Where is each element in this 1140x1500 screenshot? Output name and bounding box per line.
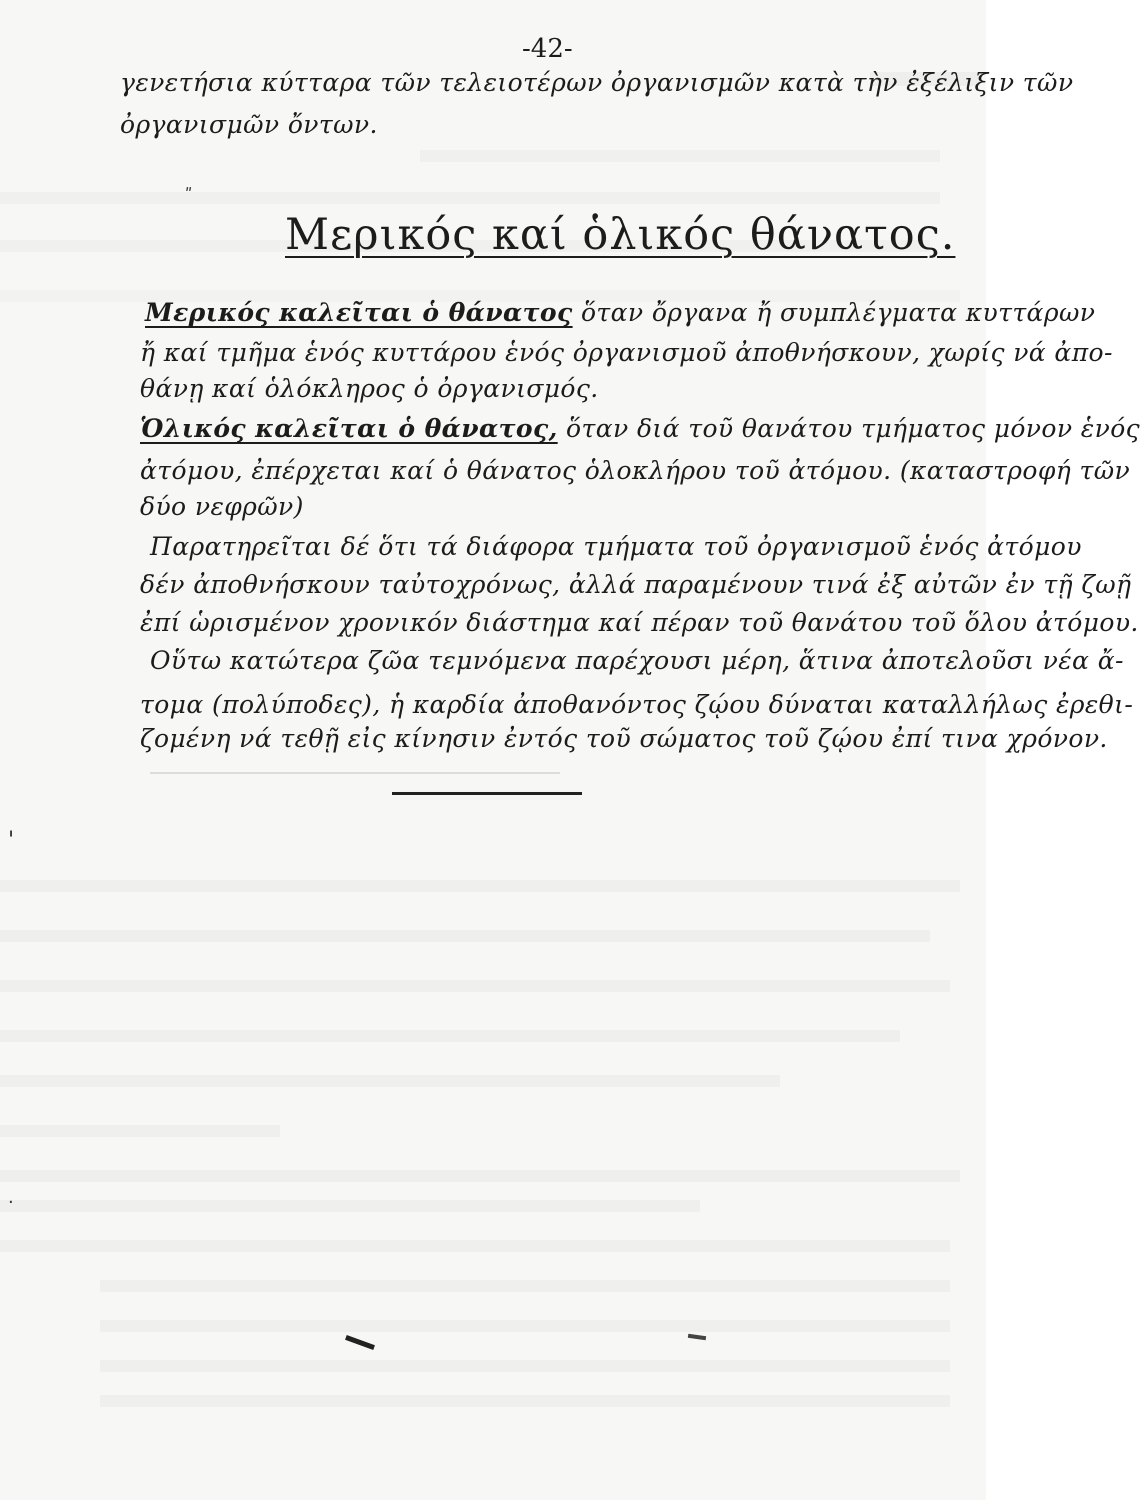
paragraph-1-line-3: θάνῃ καί ὁλόκληρος ὁ ὀργανισμός. (140, 374, 599, 403)
paragraph-1-line-1-text: ὅταν ὄργανα ἤ συμπλέγματα κυττάρων (572, 298, 1096, 327)
page-number: -42- (522, 34, 573, 64)
paragraph-4-line-2: τομα (πολύποδες), ἡ καρδία ἀποθανόντος ζῴου δύναται καταλλήλως ἐρεθι- (140, 690, 1134, 719)
paragraph-4-line-1: Οὕτω κατώτερα ζῶα τεμνόμενα παρέχουσι μέρη, ἅτινα ἀποτελοῦσι νέα ἄ- (150, 646, 1124, 675)
section-title: Μερικός καί ὁλικός θάνατος. (285, 210, 956, 260)
paragraph-2-line-2: ἀτόμου, ἐπέρχεται καί ὁ θάνατος ὁλοκλήρου τοῦ ἀτόμου. (καταστροφή τῶν (140, 456, 1131, 485)
paragraph-1-line-1 (145, 298, 1095, 327)
term-partial-death: Μερικός καλεῖται ὁ θάνατος (145, 298, 573, 327)
paragraph-3-line-1: Παρατηρεῖται δέ ὅτι τά διάφορα τμήματα τοῦ ὀργανισμοῦ ἑνός ἀτόμου (150, 532, 1082, 561)
margin-speck: · (8, 1192, 14, 1213)
paragraph-3-line-3: ἐπί ὡρισμένον χρονικόν διάστημα καί πέραν τοῦ θανάτου τοῦ ὅλου ἀτόμου. (140, 608, 1139, 637)
section-end-rule (392, 792, 582, 795)
paragraph-2-line-1 (140, 414, 1140, 443)
paragraph-4-line-3: ζομένη νά τεθῇ εἰς κίνησιν ἐντός τοῦ σώματος τοῦ ζῴου ἐπί τινα χρόνον. (140, 724, 1108, 753)
paragraph-2-line-1-text: ὅταν διά τοῦ θανάτου τμήματος μόνον ἑνός (557, 414, 1140, 443)
bleed-through-rule (150, 772, 560, 774)
paragraph-1-line-2: ἤ καί τμῆμα ἑνός κυττάρου ἑνός ὀργανισμοῦ ἀποθνήσκουν, χωρίς νά ἀπο- (140, 338, 1113, 367)
intro-line-1: γενετήσια κύτταρα τῶν τελειοτέρων ὀργανισμῶν κατὰ τὴν ἐξέλιξιν τῶν (120, 68, 1074, 97)
margin-speck: ' (8, 828, 15, 853)
stray-mark: ʺ (185, 185, 193, 204)
intro-line-2: ὀργανισμῶν ὄντων. (120, 110, 378, 139)
paragraph-2-line-3: δύο νεφρῶν) (140, 492, 304, 521)
term-total-death: Ὁλικός καλεῖται ὁ θάνατος, (140, 414, 558, 443)
paragraph-3-line-2: δέν ἀποθνήσκουν ταὐτοχρόνως, ἀλλά παραμένουν τινά ἐξ αὐτῶν ἐν τῇ ζωῇ (140, 570, 1132, 599)
